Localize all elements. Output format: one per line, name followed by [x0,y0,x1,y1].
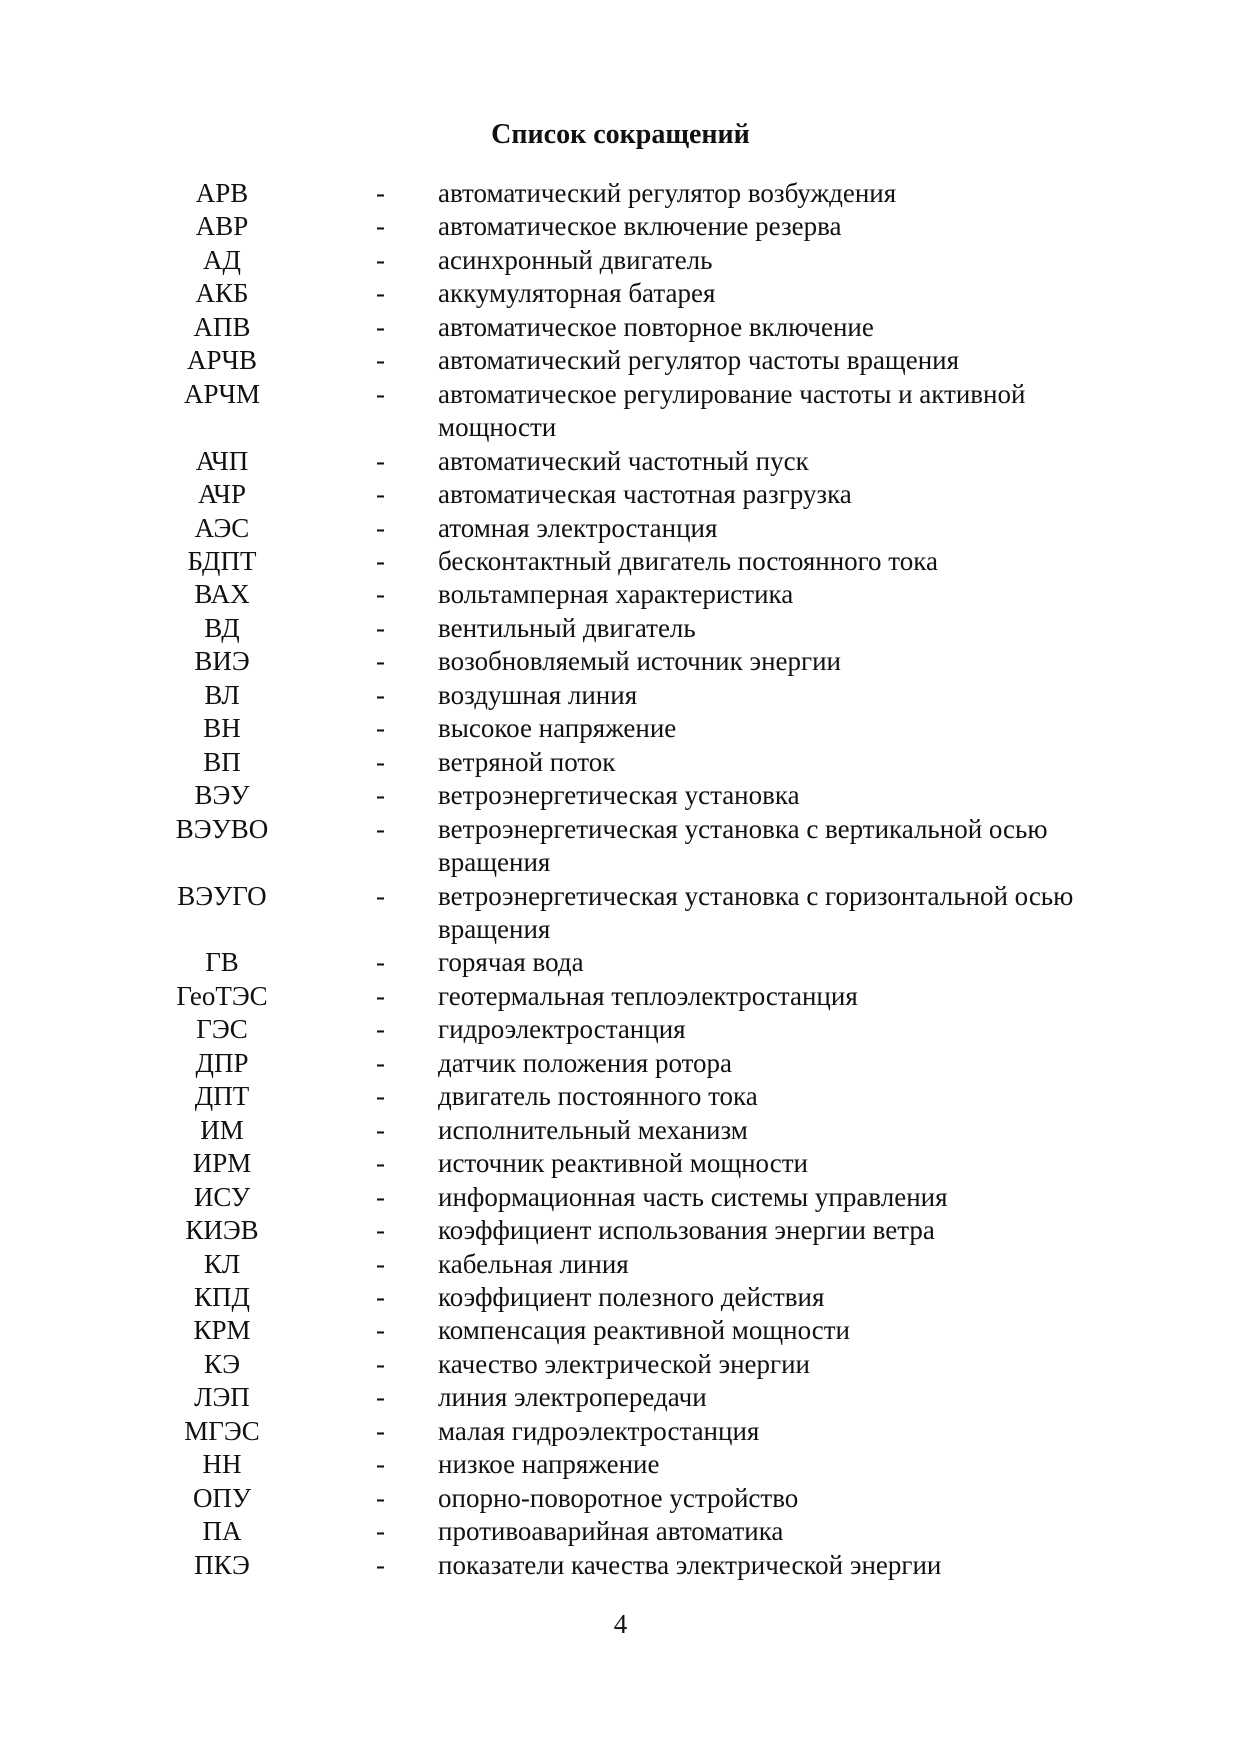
abbreviation-row [0,1482,1241,1515]
abbreviation-separator: - [376,1348,385,1379]
abbreviation-separator: - [376,947,385,978]
abbreviation-row [0,1549,1241,1582]
abbreviation-row [0,1181,1241,1214]
abbreviation-definition: автоматическое регулирование частоты и активной мощности [438,378,1026,443]
abbreviation-term: АПВ [193,311,251,342]
abbreviation-separator: - [376,980,385,1011]
abbreviation-row [0,813,1241,880]
abbreviation-separator: - [376,479,385,510]
abbreviation-separator: - [376,679,385,710]
abbreviation-term: ВИЭ [194,646,250,677]
abbreviation-term: ПКЭ [194,1549,250,1580]
abbreviation-separator: - [376,1114,385,1145]
abbreviation-definition: возобновляемый источник энергии [438,646,841,677]
abbreviation-definition: автоматический частотный пуск [438,445,809,476]
abbreviation-definition: ветряной поток [438,746,616,777]
abbreviation-row [0,311,1241,344]
abbreviation-term: АЧР [198,479,246,510]
abbreviation-separator: - [376,1449,385,1480]
abbreviation-definition: опорно-поворотное устройство [438,1482,799,1513]
abbreviation-term: НН [202,1449,242,1480]
abbreviation-term: ЛЭП [194,1382,250,1413]
abbreviation-row [0,612,1241,645]
abbreviation-term: ОПУ [192,1482,252,1513]
abbreviation-term: АВР [195,211,249,242]
abbreviation-separator: - [376,545,385,576]
abbreviation-term: КЭ [203,1348,241,1379]
abbreviation-term: АРЧВ [186,345,258,376]
abbreviation-separator: - [376,1181,385,1212]
abbreviation-row [0,478,1241,511]
abbreviation-definition: горячая вода [438,947,584,978]
abbreviation-row [0,880,1241,947]
abbreviation-definition: информационная часть системы управления [438,1181,948,1212]
abbreviation-term: КИЭВ [185,1215,259,1246]
abbreviation-separator: - [376,1382,385,1413]
abbreviation-separator: - [376,1315,385,1346]
abbreviation-row [0,1281,1241,1314]
abbreviation-definition: противоаварийная автоматика [438,1516,784,1547]
abbreviation-term: ВП [203,746,241,777]
abbreviation-term: АЧП [195,445,249,476]
abbreviation-term: ИСУ [193,1181,251,1212]
abbreviation-list [0,177,1241,1582]
abbreviation-term: КРМ [193,1315,251,1346]
abbreviation-separator: - [376,880,385,911]
abbreviation-definition: источник реактивной мощности [438,1148,808,1179]
abbreviation-definition: атомная электростанция [438,512,718,543]
abbreviation-separator: - [376,1148,385,1179]
abbreviation-separator: - [376,1281,385,1312]
abbreviation-separator: - [376,1215,385,1246]
abbreviation-term: ВЭУ [194,780,250,811]
abbreviation-row [0,578,1241,611]
abbreviation-separator: - [376,378,385,409]
abbreviation-separator: - [376,244,385,275]
abbreviation-separator: - [376,780,385,811]
abbreviation-row [0,445,1241,478]
abbreviation-term: МГЭС [184,1415,260,1446]
abbreviation-separator: - [376,1248,385,1279]
abbreviation-row [0,277,1241,310]
abbreviation-separator: - [376,512,385,543]
abbreviation-row [0,1448,1241,1481]
abbreviation-definition: кабельная линия [438,1248,629,1279]
abbreviation-separator: - [376,1516,385,1547]
abbreviation-separator: - [376,646,385,677]
abbreviation-row [0,344,1241,377]
abbreviation-row [0,1515,1241,1548]
abbreviation-row [0,746,1241,779]
abbreviation-term: АРЧМ [183,378,261,409]
abbreviation-term: БДПТ [187,545,257,576]
abbreviation-term: КЛ [203,1248,241,1279]
abbreviation-row [0,512,1241,545]
abbreviation-row [0,177,1241,210]
abbreviation-definition: малая гидроэлектростанция [438,1415,760,1446]
abbreviation-row [0,1114,1241,1147]
abbreviation-separator: - [376,178,385,208]
abbreviation-term: АЭС [194,512,250,543]
abbreviation-row [0,1348,1241,1381]
abbreviation-row [0,712,1241,745]
abbreviation-term: ПА [202,1516,242,1547]
abbreviation-row [0,1047,1241,1080]
abbreviation-term: ВД [204,612,240,643]
abbreviation-separator: - [376,1047,385,1078]
abbreviation-definition: качество электрической энергии [438,1348,811,1379]
abbreviation-term: ДПТ [194,1081,250,1112]
abbreviation-row [0,210,1241,243]
abbreviation-row [0,1214,1241,1247]
abbreviation-term: АРВ [195,178,249,208]
abbreviation-definition: ветроэнергетическая установка с вертикальной осью вращения [438,813,1048,878]
page-number: 4 [613,1609,628,1639]
abbreviation-definition: показатели качества электрической энергии [438,1549,942,1580]
abbreviation-separator: - [376,813,385,844]
abbreviation-term: ИРМ [192,1148,252,1179]
abbreviation-definition: коэффициент полезного действия [438,1281,825,1312]
abbreviation-term: ИМ [200,1114,244,1145]
abbreviation-separator: - [376,579,385,610]
abbreviation-definition: автоматическое повторное включение [438,311,874,342]
abbreviation-term: ВЛ [204,679,240,710]
abbreviation-term: АД [203,244,241,275]
abbreviation-separator: - [376,211,385,242]
abbreviation-term: КПД [194,1281,250,1312]
abbreviation-term: ВЭУВО [175,813,269,844]
abbreviation-row [0,1013,1241,1046]
abbreviation-term: ВАХ [194,579,250,610]
abbreviation-row [0,244,1241,277]
abbreviation-row [0,1314,1241,1347]
abbreviation-separator: - [376,746,385,777]
abbreviation-definition: автоматический регулятор частоты вращения [438,345,960,376]
abbreviation-definition: гидроэлектростанция [438,1014,686,1045]
abbreviation-term: ДПР [195,1047,249,1078]
abbreviation-definition: исполнительный механизм [438,1114,748,1145]
abbreviation-definition: геотермальная теплоэлектростанция [438,980,858,1011]
abbreviation-separator: - [376,1415,385,1446]
page-title: Список сокращений [491,119,750,150]
abbreviation-definition: бесконтактный двигатель постоянного тока [438,545,938,576]
abbreviation-definition: датчик положения ротора [438,1047,733,1078]
abbreviation-definition: двигатель постоянного тока [438,1081,758,1112]
abbreviation-separator: - [376,713,385,744]
abbreviation-row [0,679,1241,712]
abbreviation-row [0,545,1241,578]
abbreviation-definition: автоматический регулятор возбуждения [438,178,897,208]
abbreviation-term: ГЭС [196,1014,248,1045]
abbreviation-row [0,1147,1241,1180]
abbreviation-definition: вольтамперная характеристика [438,579,794,610]
abbreviation-row [0,378,1241,445]
abbreviation-row [0,946,1241,979]
abbreviation-separator: - [376,278,385,309]
abbreviation-separator: - [376,1482,385,1513]
abbreviation-term: ВН [203,713,241,744]
abbreviation-definition: линия электропередачи [438,1382,707,1413]
abbreviation-definition: вентильный двигатель [438,612,696,643]
abbreviation-term: ГеоТЭС [176,980,268,1011]
abbreviation-separator: - [376,1081,385,1112]
abbreviation-definition: автоматическое включение резерва [438,211,842,242]
abbreviation-row [0,779,1241,812]
abbreviation-definition: ветроэнергетическая установка [438,780,800,811]
abbreviation-separator: - [376,345,385,376]
abbreviation-row [0,1381,1241,1414]
abbreviation-definition: коэффициент использования энергии ветра [438,1215,935,1246]
abbreviation-definition: компенсация реактивной мощности [438,1315,851,1346]
abbreviation-definition: автоматическая частотная разгрузка [438,479,852,510]
abbreviation-definition: асинхронный двигатель [438,244,713,275]
abbreviation-definition: воздушная линия [438,679,638,710]
abbreviation-definition: аккумуляторная батарея [438,278,716,309]
abbreviation-row [0,980,1241,1013]
abbreviation-definition: низкое напряжение [438,1449,660,1480]
abbreviation-term: ВЭУГО [177,880,267,911]
abbreviation-separator: - [376,612,385,643]
abbreviation-row [0,1248,1241,1281]
abbreviation-term: ГВ [205,947,239,978]
abbreviation-row [0,645,1241,678]
abbreviation-separator: - [376,1014,385,1045]
abbreviation-row [0,1415,1241,1448]
abbreviation-definition: высокое напряжение [438,713,677,744]
abbreviation-separator: - [376,445,385,476]
abbreviation-separator: - [376,1549,385,1580]
abbreviation-definition: ветроэнергетическая установка с горизонтальной осью вращения [438,880,1074,944]
abbreviation-term: АКБ [195,278,249,309]
abbreviation-separator: - [376,311,385,342]
abbreviation-row [0,1080,1241,1113]
